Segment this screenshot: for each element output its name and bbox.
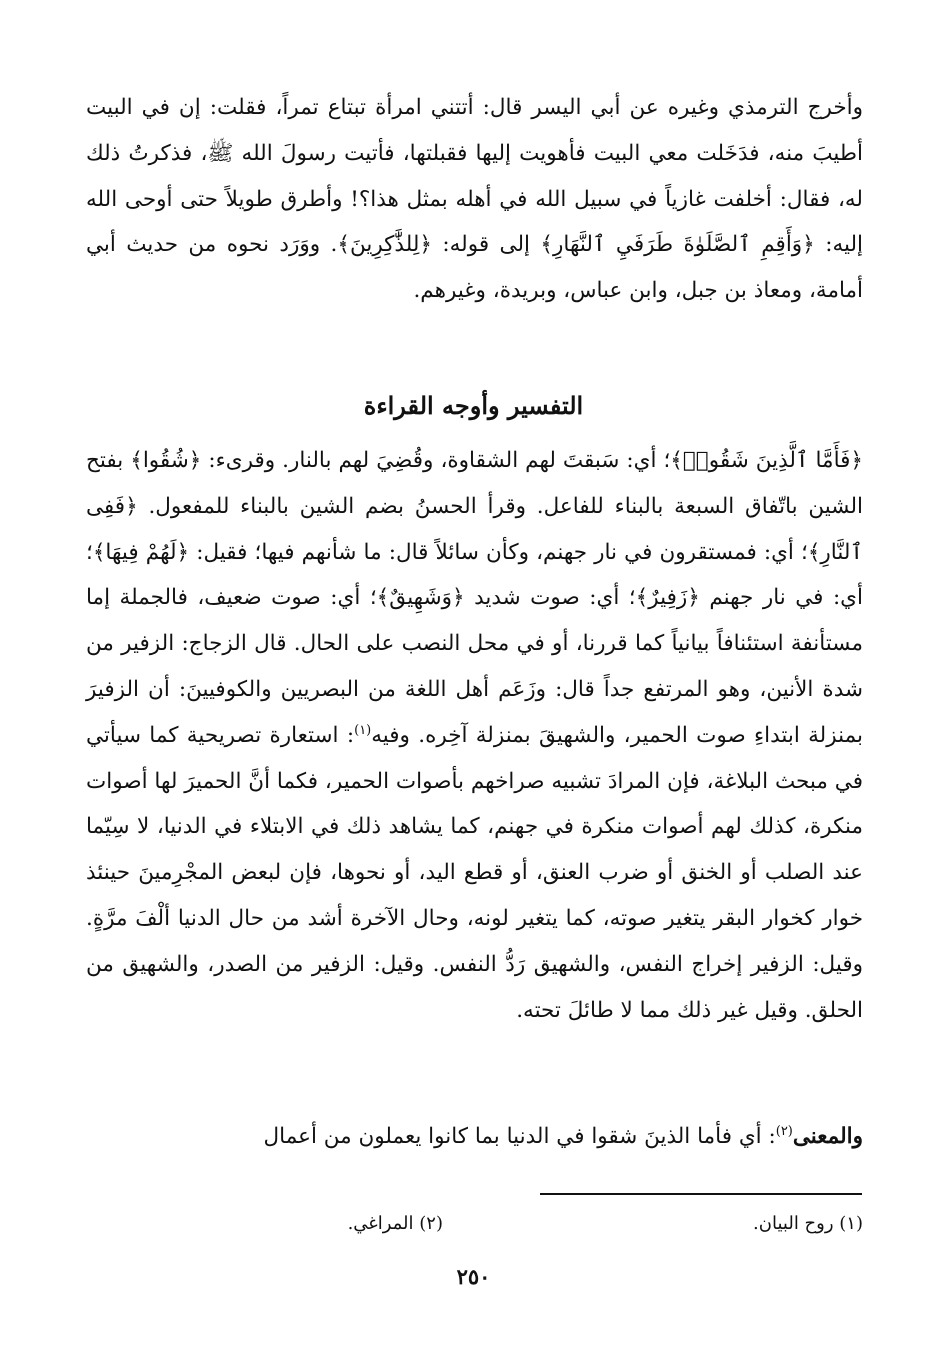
footnote-1: (١) روح البيان. — [753, 1213, 863, 1234]
opening-paragraph-text: وأخرج الترمذي وغيره عن أبي اليسر قال: أتتني امرأة تبتاع تمراً، فقلت: إن في البيت أطيبَ منه، فدَخَلت معي البيت فأهويت إليها فقبلتها، فأتيت رسولَ الله ﷺ، فذكرتُ ذلك له، فقال: أخلفت غازياً في سبيل الله في أهله بمثل هذا؟! وأطرق طويلاً حتى أوحى الله إليه: ﴿وَأَقِمِ ٱلصَّلَوٰةَ طَرَفَيِ ٱلنَّهَارِ﴾ إلى قوله: ﴿لِلذَّٰكِرِينَ﴾. ووَرَد نحوه من حديث أبي أمامة، ومعاذ بن جبل، وابن عباس، وبريدة، وغيرهم. — [86, 95, 863, 304]
meaning-text: : أي فأما الذينَ شقوا في الدنيا بما كانوا يعملون من أعمال — [263, 1124, 776, 1149]
tafsir-paragraph — [86, 438, 863, 1033]
section-heading: التفسير وأوجه القراءة — [363, 391, 584, 420]
footnote-ref-1: (١) — [354, 722, 372, 738]
page-number: ٢٥٠ — [456, 1264, 491, 1289]
footnotes — [86, 1206, 863, 1242]
opening-paragraph — [86, 85, 863, 314]
meaning-paragraph — [86, 1114, 863, 1160]
meaning-lead-word: والمعنى — [792, 1124, 863, 1149]
footnote-ref-2: (٢) — [775, 1123, 793, 1139]
tafsir-paragraph-continuation: : استعارة تصريحية كما سيأتي في مبحث البلاغة، فإن المرادَ تشبيه صراخهم بأصوات الحمير، فكما أنَّ الحميرَ لها أصوات منكرة، كذلك لهم أصوات منكرة في جهنم، كما يشاهد ذلك في الابتلاء في الدنيا، لا سِيّما عند الصلب أو الخنق أو ضرب العنق، أو قطع اليد، أو نحوها، فإن لبعض المجْرِمينَ حينئذ خوار كخوار البقر يتغير صوته، كما يتغير لونه، وحال الآخرة أشد من حال الدنيا ألْفَ مرَّةٍ. وقيل: الزفير إخراج النفس، والشهيق رَدُّ النفس. وقيل: الزفير من الصدر، والشهيق من الحلق. وقيل غير ذلك مما لا طائلَ تحته. — [86, 722, 863, 1023]
footnote-2: (٢) المراغي. — [347, 1213, 443, 1234]
tafsir-paragraph-text: ﴿فَأَمَّا ٱلَّذِينَ شَقُوا۟﴾؛ أي: سَبقتَ لهم الشقاوة، وقُضِيَ لهم بالنار. وقرىء: ﴿شُقُوا﴾ بفتح الشين باتّفاق السبعة بالبناء للفاعل. وقرأ الحسنُ بضم الشين بالبناء للمفعول. ﴿فَفِى ٱلنَّارِ﴾؛ أي: فمستقرون في نار جهنم، وكأن سائلاً قال: ما شأنهم فيها؛ فقيل: ﴿لَهُمْ فِيهَا﴾؛ أي: في نار جهنم ﴿زَفِيرٌ﴾؛ أي: صوت شديد ﴿وَشَهِيقٌ﴾؛ أي: صوت ضعيف، فالجملة إما مستأنفة استئنافاً بيانياً كما قررنا، أو في محل النصب على الحال. قال الزجاج: الزفير من شدة الأنين، وهو المرتفع جداً قال: وزَعَم أهل اللغة من البصريين والكوفيينَ: أن الزفيرَ بمنزلة ابتداءِ صوت الحمير، والشهيقَ بمنزلة آخِره. وفيه — [86, 448, 863, 748]
footnote-separator — [540, 1193, 862, 1195]
